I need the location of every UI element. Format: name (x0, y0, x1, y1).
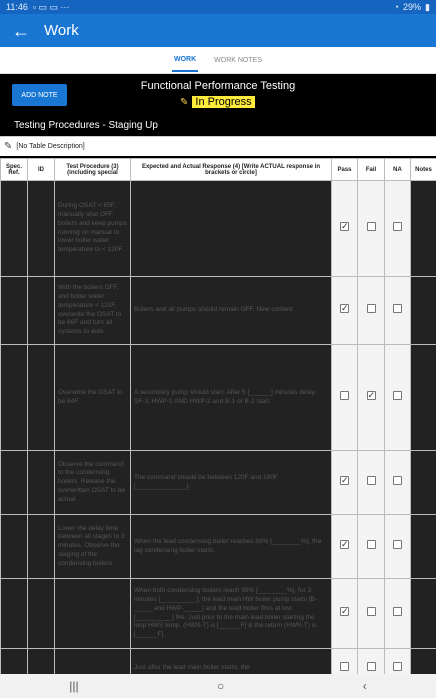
table-description: [No Table Description] (16, 143, 85, 150)
na-checkbox[interactable] (393, 222, 402, 231)
table-row (1, 181, 436, 277)
notes-cell[interactable] (411, 345, 436, 451)
pass-cell (332, 649, 358, 675)
id-cell[interactable] (28, 345, 55, 451)
pass-checkbox[interactable] (340, 222, 349, 231)
col-spec-ref: Spec. Ref. (1, 159, 28, 181)
spec-ref-cell[interactable] (1, 345, 28, 451)
status-row (180, 96, 255, 108)
pass-cell (332, 277, 358, 345)
recent-apps-icon[interactable]: ||| (69, 679, 79, 693)
fail-checkbox[interactable] (367, 304, 376, 313)
back-icon[interactable]: ‹ (362, 679, 367, 693)
table-row (1, 579, 436, 649)
na-checkbox[interactable] (393, 540, 402, 549)
fail-cell (358, 451, 385, 515)
response-cell[interactable]: The command should be between 120F and 180F [______________]. (131, 451, 332, 515)
system-nav-bar (0, 674, 436, 698)
id-cell[interactable] (28, 515, 55, 579)
fail-checkbox[interactable] (367, 607, 376, 616)
table-row (1, 345, 436, 451)
response-cell[interactable]: Boilers and all pumps should remain OFF. New content (131, 277, 332, 345)
fail-checkbox[interactable] (367, 391, 376, 400)
pass-checkbox[interactable] (340, 540, 349, 549)
notification-icons: ▫ ▭ ▭ ··· (32, 1, 70, 12)
fail-checkbox[interactable] (367, 476, 376, 485)
na-checkbox[interactable] (393, 391, 402, 400)
pass-cell (332, 181, 358, 277)
id-cell[interactable] (28, 579, 55, 649)
table-header-row (1, 159, 436, 181)
app-title: Work (44, 22, 79, 39)
fail-cell (358, 181, 385, 277)
na-cell (385, 579, 411, 649)
fail-checkbox[interactable] (367, 222, 376, 231)
pass-cell (332, 579, 358, 649)
procedure-cell[interactable]: Overwrite the OSAT to be 64F. (55, 345, 131, 451)
fail-cell (358, 277, 385, 345)
id-cell[interactable] (28, 277, 55, 345)
fail-cell (358, 345, 385, 451)
spec-ref-cell[interactable] (1, 649, 28, 675)
col-test-procedure: Test Procedure (3) (including special (55, 159, 131, 181)
status-time: 11:46 (6, 2, 28, 12)
tab-work-notes[interactable]: WORK NOTES (214, 57, 262, 64)
spec-ref-cell[interactable] (1, 451, 28, 515)
notes-cell[interactable] (411, 515, 436, 579)
spec-ref-cell[interactable] (1, 181, 28, 277)
table-row (1, 649, 436, 675)
notes-cell[interactable] (411, 579, 436, 649)
response-cell[interactable]: When the lead condensing boiler reaches 68% [________%], the lag condensing boiler starts. (131, 515, 332, 579)
page-title: Functional Performance Testing (140, 80, 296, 92)
notes-cell[interactable] (411, 277, 436, 345)
signal-icon: ◔ (393, 2, 400, 12)
col-na: NA (385, 159, 411, 181)
na-checkbox[interactable] (393, 607, 402, 616)
procedure-cell[interactable]: Lower the delay time between all stages to 3 minutes. Observe the staging of the condensing boilers. (55, 515, 131, 579)
edit-description-icon[interactable]: ✎ (4, 141, 13, 152)
section-title: Testing Procedures - Staging Up (14, 120, 158, 131)
tab-work[interactable]: WORK (172, 48, 198, 72)
notes-cell[interactable] (411, 451, 436, 515)
pass-cell (332, 515, 358, 579)
spec-ref-cell[interactable] (1, 515, 28, 579)
add-note-button[interactable]: ADD NOTE (12, 84, 67, 106)
edit-icon[interactable]: ✎ (180, 96, 189, 108)
na-checkbox[interactable] (393, 304, 402, 313)
pass-checkbox[interactable] (340, 476, 349, 485)
col-pass: Pass (332, 159, 358, 181)
pass-checkbox[interactable] (340, 607, 349, 616)
table-row (1, 277, 436, 345)
pass-cell (332, 345, 358, 451)
status-badge: In Progress (192, 96, 254, 108)
procedure-cell[interactable]: Observe the command to the condensing boilers. Release the overwritten OSAT to be actual. (55, 451, 131, 515)
na-cell (385, 515, 411, 579)
na-cell (385, 181, 411, 277)
battery-level: 29% (403, 2, 422, 12)
main-content (0, 74, 436, 674)
na-checkbox[interactable] (393, 476, 402, 485)
fail-cell (358, 515, 385, 579)
procedure-cell[interactable] (55, 649, 131, 675)
response-cell[interactable]: A secondary pump should start. After 5 [______] minutes delay, SF-3, HWP-1 AND HWP-2 and B-1 or B-2 start. (131, 345, 332, 451)
fail-checkbox[interactable] (367, 540, 376, 549)
procedure-cell[interactable] (55, 579, 131, 649)
col-id: ID (28, 159, 55, 181)
test-procedures-table (0, 158, 436, 674)
fail-cell (358, 579, 385, 649)
response-cell[interactable]: Just after the lead main boiler starts, the (131, 649, 332, 675)
spec-ref-cell[interactable] (1, 277, 28, 345)
pass-checkbox[interactable] (340, 662, 349, 671)
back-arrow-icon[interactable]: ← (12, 20, 30, 41)
na-checkbox[interactable] (393, 662, 402, 671)
fail-checkbox[interactable] (367, 662, 376, 671)
table-row (1, 515, 436, 579)
pass-checkbox[interactable] (340, 391, 349, 400)
procedure-cell[interactable]: With the boilers OFF, and boiler water temperature < 120F, overwrite the OSAT to be 66F and turn all systems to auto. (55, 277, 131, 345)
procedure-cell[interactable]: During OSAT < 65F, manually shut OFF boilers and keep pumps running on manual to lower boiler water temperature to < 120F. (55, 181, 131, 277)
app-bar (0, 14, 436, 47)
col-expected-response: Expected and Actual Response (4) [Write ACTUAL response in brackets or circle] (131, 159, 332, 181)
status-bar (0, 0, 436, 14)
na-cell (385, 277, 411, 345)
fail-cell (358, 649, 385, 675)
response-cell[interactable] (131, 181, 332, 277)
spec-ref-cell[interactable] (1, 579, 28, 649)
na-cell (385, 451, 411, 515)
table-description-row (0, 136, 436, 156)
pass-checkbox[interactable] (340, 304, 349, 313)
home-icon[interactable]: ○ (217, 679, 225, 693)
na-cell (385, 649, 411, 675)
id-cell[interactable] (28, 451, 55, 515)
response-cell[interactable]: When both condensing boilers reach 95% [________%], for 3 minutes [__________], the lead main HW boiler pump starts [B-_____ and HWP-_____] and the lead boiler fires at low [__________] fire. Just prior to the main lead boiler starting the loop HWS temp. (HWS-T) is [______F] & the return (HWR-T) is [______F]. (131, 579, 332, 649)
id-cell[interactable] (28, 649, 55, 675)
col-fail: Fail (358, 159, 385, 181)
id-cell[interactable] (28, 181, 55, 277)
tab-bar (0, 47, 436, 74)
notes-cell[interactable] (411, 649, 436, 675)
table-body (1, 181, 436, 675)
table-row (1, 451, 436, 515)
pass-cell (332, 451, 358, 515)
battery-icon: ▮ (425, 1, 430, 12)
notes-cell[interactable] (411, 181, 436, 277)
na-cell (385, 345, 411, 451)
col-notes: Notes (411, 159, 436, 181)
